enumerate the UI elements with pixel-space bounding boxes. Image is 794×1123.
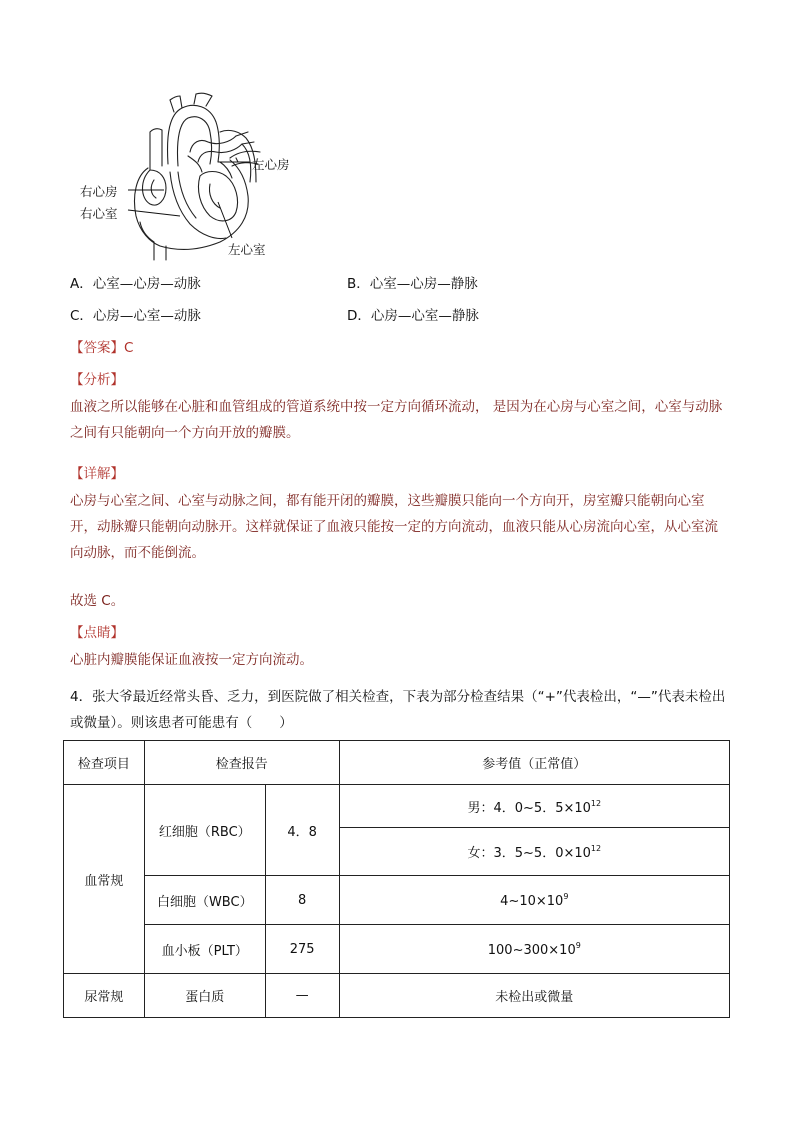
plt-ref-exp: 9 bbox=[575, 940, 581, 950]
protein-value: — bbox=[265, 974, 339, 1018]
option-d: D．心房—心室—静脉 bbox=[347, 308, 479, 324]
rbc-value: 4．8 bbox=[265, 785, 339, 876]
wbc-ref bbox=[339, 876, 729, 925]
table-header-row bbox=[64, 741, 730, 785]
wbc-ref-exp: 9 bbox=[563, 891, 569, 901]
protein-name: 蛋白质 bbox=[144, 974, 265, 1018]
plt-value: 275 bbox=[265, 925, 339, 974]
table-row bbox=[64, 785, 730, 828]
analysis-label: 【分析】 bbox=[70, 372, 124, 388]
rbc-ref-female-exp: 12 bbox=[590, 844, 602, 853]
option-c: C．心房—心室—动脉 bbox=[70, 308, 201, 324]
urine-group-cell: 尿常规 bbox=[64, 974, 145, 1018]
rbc-ref-female bbox=[339, 828, 729, 876]
lab-results-table bbox=[63, 740, 730, 1018]
detail-text: 心房与心室之间、心室与动脉之间，都有能开闭的瓣膜，这些瓣膜只能向一个方向开，房室瓣只能朝向心室开，动脉瓣只能朝向动脉开。这样就保证了血液只能按一定的方向流动，血液只能从心房流向心室，从心室流向动脉，而不能倒流。 bbox=[70, 493, 718, 561]
label-right-atrium: 右心房 bbox=[80, 184, 118, 199]
tip-text: 心脏内瓣膜能保证血液按一定方向流动。 bbox=[70, 652, 313, 668]
wbc-value: 8 bbox=[265, 876, 339, 925]
rbc-ref-male-base: 男：4．0~5．5×10 bbox=[467, 800, 591, 816]
table-row bbox=[64, 876, 730, 925]
header-item: 检查项目 bbox=[64, 741, 145, 785]
plt-ref-base: 100~300×10 bbox=[487, 942, 576, 958]
question4-text: 4．张大爷最近经常头昏、乏力，到医院做了相关检查，下表为部分检查结果（“+”代表检出，“—”代表未检出或微量）。则该患者可能患有（ ） bbox=[70, 689, 726, 731]
blood-group-cell: 血常规 bbox=[64, 785, 145, 974]
header-reference: 参考值（正常值） bbox=[339, 741, 729, 785]
protein-ref: 未检出或微量 bbox=[339, 974, 729, 1018]
option-a: A．心室—心房—动脉 bbox=[70, 276, 201, 292]
header-report: 检查报告 bbox=[144, 741, 339, 785]
answer-line bbox=[70, 336, 133, 356]
detail-label: 【详解】 bbox=[70, 466, 124, 482]
heart-drawing bbox=[70, 92, 310, 262]
table-row bbox=[64, 974, 730, 1018]
label-left-ventricle: 左心室 bbox=[228, 242, 266, 257]
wbc-ref-base: 4~10×10 bbox=[500, 893, 564, 909]
wbc-name: 白细胞（WBC） bbox=[144, 876, 265, 925]
answer-value: C bbox=[124, 340, 134, 356]
detail-conclusion: 故选 C。 bbox=[70, 593, 125, 609]
label-right-ventricle: 右心室 bbox=[80, 206, 118, 221]
analysis-text: 血液之所以能够在心脏和血管组成的管道系统中按一定方向循环流动， 是因为在心房与心室之间，心室与动脉之间有只能朝向一个方向开放的瓣膜。 bbox=[70, 399, 723, 441]
heart-diagram bbox=[70, 92, 310, 262]
rbc-ref-male bbox=[339, 785, 729, 828]
table-row bbox=[64, 925, 730, 974]
option-b: B．心室—心房—静脉 bbox=[347, 276, 478, 292]
tip-label: 【点睛】 bbox=[70, 625, 124, 641]
plt-name: 血小板（PLT） bbox=[144, 925, 265, 974]
answer-label: 【答案】 bbox=[70, 340, 124, 356]
rbc-ref-male-exp: 12 bbox=[590, 798, 602, 808]
rbc-name: 红细胞（RBC） bbox=[144, 785, 265, 876]
plt-ref bbox=[339, 925, 729, 974]
label-left-atrium: 左心房 bbox=[252, 157, 290, 172]
rbc-ref-female-base: 女：3．5~5．0×10 bbox=[467, 846, 591, 861]
